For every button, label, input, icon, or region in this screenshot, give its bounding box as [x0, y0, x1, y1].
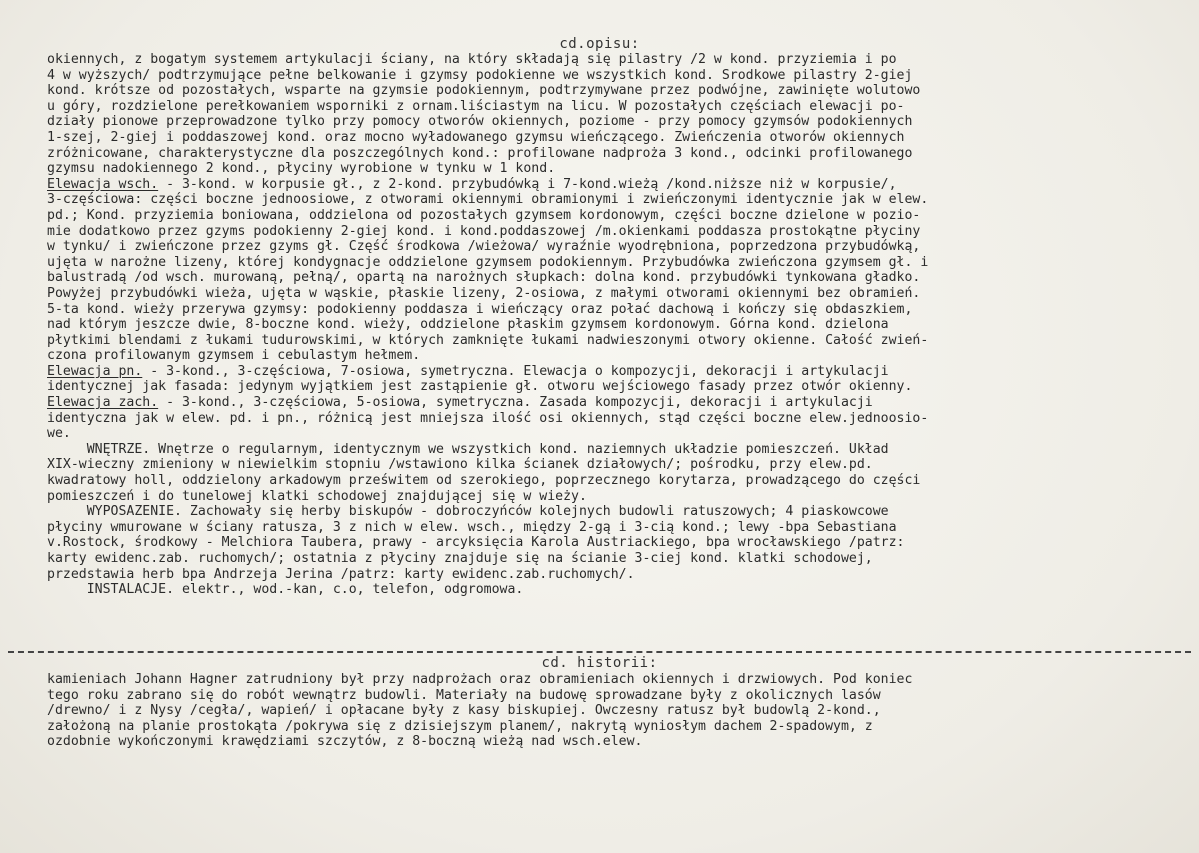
line-text: płyciny wmurowane w ściany ratusza, 3 z nich w elew. wsch., między 2-gą i 3-cią kond.; lewy -bpa Sebastiana [47, 519, 897, 535]
line-text: 3-częściowa: części boczne jednoosiowe, z otworami okiennymi obramionymi i zwieńczonymi identycznie jak w elew. [47, 192, 929, 208]
opis-line [47, 270, 1192, 286]
historia-heading: cd. historii: [541, 655, 658, 671]
line-text: okiennych, z bogatym systemem artykulacji ściany, na który składają się pilastry /2 w kond. przyziemia i po [47, 52, 897, 67]
line-text: pd.; Kond. przyziemia boniowana, oddzielona od pozostałych gzymsem kordonowym, części boczne dzielone w pozio- [47, 207, 921, 223]
section-label: Elewacja zach. [47, 395, 159, 411]
opis-line [47, 255, 1192, 271]
opis-line [47, 442, 1192, 458]
section-label: Elewacja wsch. [47, 176, 159, 192]
line-text: 1-szej, 2-giej i poddaszowej kond. oraz mocno wyładowanego gzymsu wieńczącego. Zwieńczenia otworów okiennych [47, 129, 905, 145]
opis-line [47, 411, 1192, 427]
line-text: kamieniach Johann Hagner zatrudniony był przy nadprożach oraz obramieniach okiennych i drzwiowych. Pod koniec [47, 672, 913, 687]
line-text: WNĘTRZE. Wnętrze o regularnym, identycznym we wszystkich kond. naziemnych układzie pomieszczeń. Układ [47, 441, 889, 457]
line-text: płytkimi blendami z łukami tudurowskimi, w których zamknięte łukami nadwieszonymi otwory okienne. Całość zwień- [47, 332, 929, 348]
opis-line [47, 535, 1192, 551]
opis-line [47, 177, 1192, 193]
opis-line [47, 504, 1192, 520]
historia-text-block [47, 672, 1192, 750]
opis-line [47, 317, 1192, 333]
opis-line [47, 208, 1192, 224]
line-text: 4 w wyższych/ podtrzymujące pełne belkowanie i gzymsy podokienne we wszystkich kond. Środkowe pilastry 2-giej [47, 67, 913, 83]
opis-line [47, 520, 1192, 536]
line-text: 5-ta kond. wieży przerywa gzymsy: podokienny poddasza i wieńczący oraz połać dachową i kończy się obdaszkiem, [47, 301, 913, 317]
line-text: przedstawia herb bpa Andrzeja Jerina /patrz: karty ewidenc.zab.ruchomych/. [47, 566, 635, 582]
line-text: mie dodatkowo przez gzyms podokienny 2-giej kond. i kond.poddaszowej /m.okienkami poddasza prostokątne płyciny [47, 223, 921, 239]
opis-line [47, 161, 1192, 177]
line-text: - 3-kond., 3-częściowa, 5-osiowa, symetryczna. Zasada kompozycji, dekoracji i artykulacji [158, 395, 873, 411]
line-text: /drewno/ i z Nysy /cegła/, wapień/ i opłacane były z kasy biskupiej. Owczesny ratusz był budowlą 2-kond., [47, 703, 881, 719]
line-text: v.Rostock, środkowy - Melchiora Taubera, prawy - arcyksięcia Karola Austriackiego, bpa wrocławskiego /patrz: [47, 535, 905, 551]
historia-line [47, 703, 1192, 719]
line-text: ujęta w narożne lizeny, której kondygnacje oddzielone gzymsem podokiennym. Przybudówka zwieńczona gzymsem gł. i [47, 254, 929, 270]
opis-line [47, 473, 1192, 489]
opis-line [47, 567, 1192, 583]
historia-line [47, 672, 1192, 688]
opis-heading: cd.opisu: [559, 36, 640, 52]
line-text: gzymsu nadokiennego 2 kond., płyciny wyrobione w tynku w 1 kond. [47, 161, 556, 177]
line-text: identycznej jak fasada: jedynym wyjątkiem jest zastąpienie gł. otworu wejściowego fasady przez otwór okienny. [47, 379, 913, 395]
line-text: - 3-kond., 3-częściowa, 7-osiowa, symetryczna. Elewacja o kompozycji, dekoracji i artykulacji [142, 363, 889, 379]
opis-line [47, 457, 1192, 473]
line-text: działy pionowe przeprowadzone tylko przy pomocy otworów okiennych, poziome - przy pomocy gzymsów podokiennych [47, 114, 913, 130]
opis-line [47, 130, 1192, 146]
opis-line [47, 83, 1192, 99]
line-text: - 3-kond. w korpusie gł., z 2-kond. przybudówką i 7-kond.wieżą /kond.niższe niż w korpusie/, [158, 176, 897, 192]
opis-line [47, 224, 1192, 240]
opis-line [47, 582, 1192, 598]
line-text: czona profilowanym gzymsem i cebulastym hełmem. [47, 348, 421, 364]
line-text: INSTALACJE. elektr., wod.-kan, c.o, telefon, odgromowa. [47, 582, 524, 598]
opis-line [47, 114, 1192, 130]
opis-line [47, 333, 1192, 349]
opis-line [47, 489, 1192, 505]
opis-line [47, 302, 1192, 318]
opis-line [47, 192, 1192, 208]
line-text: kond. krótsze od pozostałych, wsparte na gzymsie podokiennym, podtrzymywane przez podwójne, zawinięte wolutowo [47, 83, 921, 99]
historia-line [47, 688, 1192, 704]
line-text: zróżnicowane, charakterystyczne dla poszczególnych kond.: profilowane nadproża 3 kond., odcinki profilowanego [47, 145, 913, 161]
opis-line [47, 379, 1192, 395]
line-text: w tynku/ i zwieńczone przez gzyms gł. Część środkowa /wieżowa/ wyraźnie wyodrębniona, poprzedzona przybudówką, [47, 239, 921, 255]
line-text: pomieszczeń i do tunelowej klatki schodowej znajdującej się w wieży. [47, 488, 587, 504]
opis-line [47, 395, 1192, 411]
opis-line [47, 52, 1192, 68]
line-text: tego roku zabrano się do robót wewnątrz budowli. Materiały na budowę sprowadzane były z okolicznych lasów [47, 687, 881, 703]
line-text: karty ewidenc.zab. ruchomych/; ostatnia z płyciny znajduje się na ścianie 3-ciej kond. klatki schodowej, [47, 551, 873, 566]
opis-line [47, 551, 1192, 567]
opis-line [47, 348, 1192, 364]
line-text: założoną na planie prostokąta /pokrywa się z dzisiejszym planem/, nakrytą wyniosłym dachem 2-spadowym, z [47, 718, 873, 734]
opis-line [47, 68, 1192, 84]
line-text: identyczna jak w elew. pd. i pn., różnicą jest mniejsza ilość osi okiennych, stąd części boczne elew.jednoosio- [47, 410, 929, 426]
line-text: we. [47, 426, 71, 442]
opis-line [47, 364, 1192, 380]
historia-line [47, 719, 1192, 735]
opis-line [47, 239, 1192, 255]
opis-line [47, 146, 1192, 162]
opis-line [47, 286, 1192, 302]
section-label: Elewacja pn. [47, 363, 143, 379]
opis-line [47, 99, 1192, 115]
line-text: nad którym jeszcze dwie, 8-boczne kond. wieży, oddzielone płaskim gzymsem kordonowym. Górna kond. dzielona [47, 317, 889, 333]
line-text: Powyżej przybudówki wieża, ujęta w wąskie, płaskie lizeny, 2-osiowa, z małymi otworami okiennymi bez obramień. [47, 285, 921, 301]
line-text: kwadratowy holl, oddzielony arkadowym prześwitem od szerokiego, poprzecznego korytarza, prowadzącego do części [47, 473, 921, 489]
opis-line [47, 426, 1192, 442]
historia-line [47, 734, 1192, 750]
line-text: XIX-wieczny zmieniony w niewielkim stopniu /wstawiono kilka ścianek działowych/; pośrodku, przy elew.pd. [47, 457, 873, 473]
line-text: ozdobnie wykończonymi krawędziami szczytów, z 8-boczną wieżą nad wsch.elew. [47, 734, 643, 750]
opis-text-block [47, 52, 1192, 598]
line-text: balustradą /od wsch. murowaną, pełną/, opartą na narożnych słupkach: dolna kond. przybudówki tynkowana gładko. [47, 270, 921, 286]
line-text: u góry, rozdzielone perełkowaniem wsporniki z ornam.liściastym na licu. W pozostałych częściach elewacji po- [47, 98, 905, 114]
section-divider [8, 651, 1191, 653]
line-text: WYPOSAŻENIE. Zachowały się herby biskupów - dobroczyńców kolejnych budowli ratuszowych; 4 piaskowcowe [47, 504, 889, 520]
